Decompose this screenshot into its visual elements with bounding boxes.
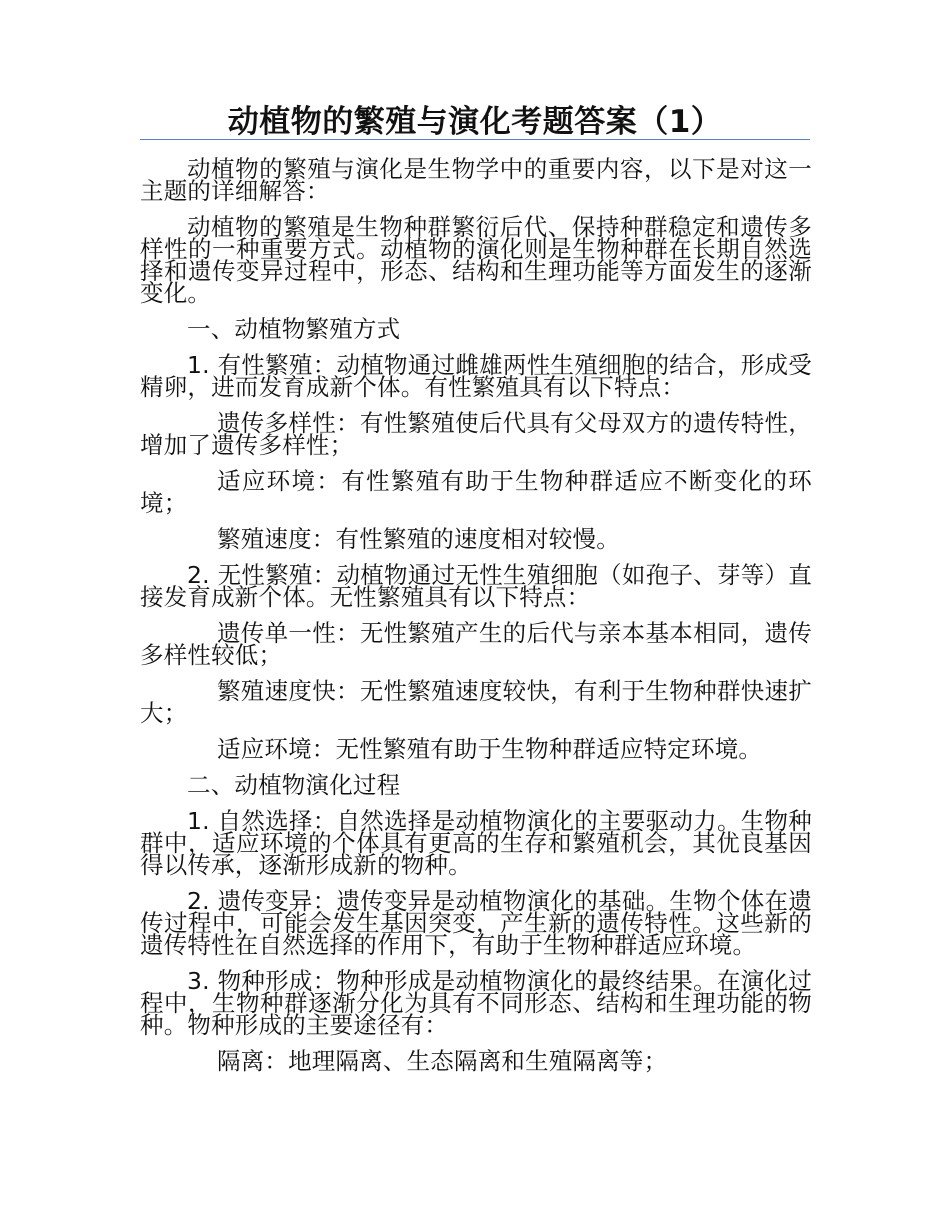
list-item: 繁殖速度：有性繁殖的速度相对较慢。 bbox=[217, 525, 620, 553]
paragraph-overview: 动植物的繁殖是生物种群繁衍后代、保持种群稳定和遗传多样性的一种重要方式。动植物的演化则是生物种群在长期自然选择和遗传变异过程中，形态、结构和生理功能等方面发生的逐渐变化。 bbox=[140, 213, 812, 307]
section-heading-evolution: 二、动植物演化过程 bbox=[187, 771, 401, 799]
paragraph-natural-selection: 1. 自然选择：自然选择是动植物演化的主要驱动力。生物种群中，适应环境的个体具有更高的生存和繁殖机会，其优良基因得以传承，逐渐形成新的物种。 bbox=[140, 807, 812, 879]
list-item: 遗传多样性：有性繁殖使后代具有父母双方的遗传特性，增加了遗传多样性； bbox=[140, 409, 812, 459]
list-item: 遗传单一性：无性繁殖产生的后代与亲本基本相同，遗传多样性较低； bbox=[140, 619, 812, 669]
paragraph-speciation: 3. 物种形成：物种形成是动植物演化的最终结果。在演化过程中，生物种群逐渐分化为具有不同形态、结构和生理功能的物种。物种形成的主要途径有： bbox=[140, 967, 812, 1039]
paragraph-sexual-reproduction: 1. 有性繁殖：动植物通过雌雄两性生殖细胞的结合，形成受精卵，进而发育成新个体。有性繁殖具有以下特点： bbox=[140, 351, 812, 401]
list-item: 繁殖速度快：无性繁殖速度较快，有利于生物种群快速扩大； bbox=[140, 677, 812, 727]
list-item: 隔离：地理隔离、生态隔离和生殖隔离等； bbox=[217, 1047, 668, 1075]
section-heading-reproduction: 一、动植物繁殖方式 bbox=[187, 315, 401, 343]
paragraph-genetic-variation: 2. 遗传变异：遗传变异是动植物演化的基础。生物个体在遗传过程中，可能会发生基因突变，产生新的遗传特性。这些新的遗传特性在自然选择的作用下，有助于生物种群适应环境。 bbox=[140, 887, 812, 959]
paragraph-asexual-reproduction: 2. 无性繁殖：动植物通过无性生殖细胞（如孢子、芽等）直接发育成新个体。无性繁殖具有以下特点： bbox=[140, 561, 812, 611]
list-item: 适应环境：无性繁殖有助于生物种群适应特定环境。 bbox=[217, 735, 763, 763]
document-title: 动植物的繁殖与演化考题答案（1） bbox=[227, 104, 723, 140]
paragraph-intro: 动植物的繁殖与演化是生物学中的重要内容，以下是对这一主题的详细解答： bbox=[140, 155, 812, 205]
list-item: 适应环境：有性繁殖有助于生物种群适应不断变化的环境； bbox=[140, 467, 812, 517]
document-body bbox=[140, 155, 812, 1086]
title-underline bbox=[140, 139, 810, 140]
